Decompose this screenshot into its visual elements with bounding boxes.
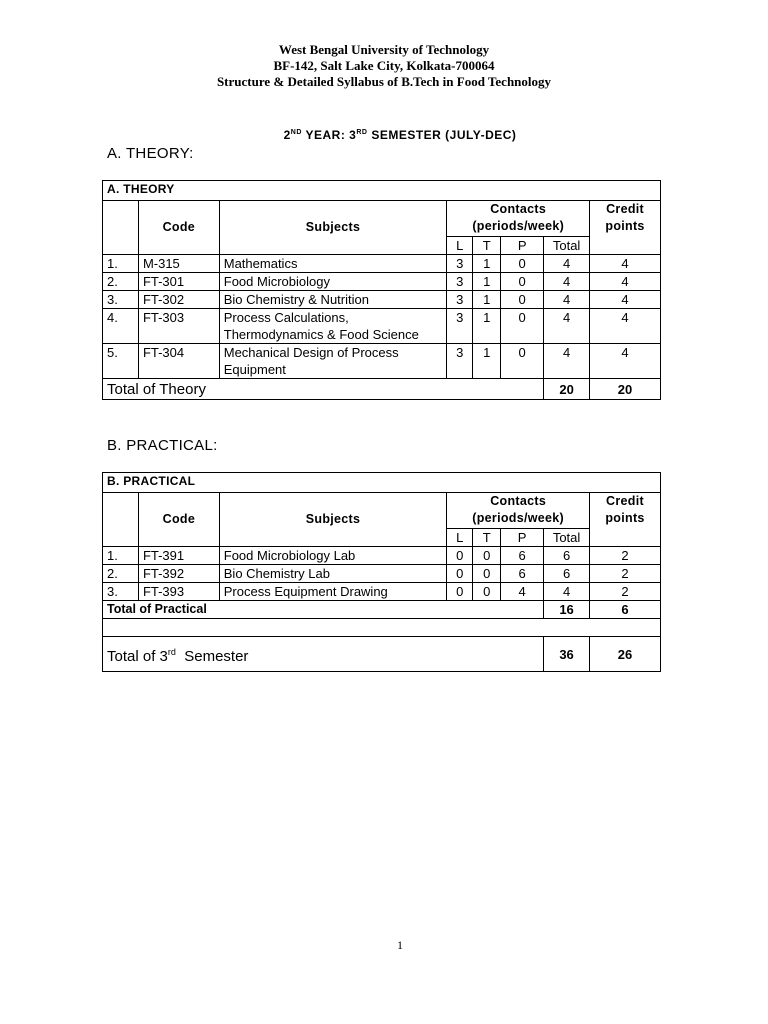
credit-cell: 2 (590, 565, 661, 583)
subject-cell: Food Microbiology (219, 273, 447, 291)
serial-cell: 3. (103, 583, 139, 601)
t-cell: 1 (473, 255, 501, 273)
theory-table (102, 180, 661, 400)
p-cell: 0 (501, 309, 544, 344)
credit-label: Credit (606, 494, 644, 508)
theory-heading: A. THEORY: (107, 145, 194, 162)
points-label: points (605, 219, 645, 233)
contacts-unit: (periods/week) (472, 219, 565, 233)
document-header (0, 42, 768, 90)
contacts-unit: (periods/week) (472, 511, 564, 525)
semester-total-suffix: rd (167, 646, 176, 657)
university-name: West Bengal University of Technology (278, 42, 490, 57)
code-cell: M-315 (138, 255, 219, 273)
p-cell: 0 (501, 291, 544, 309)
semester-title (0, 128, 768, 142)
p-cell: 0 (501, 273, 544, 291)
l-header: L (447, 529, 473, 547)
l-cell: 3 (447, 344, 473, 379)
semester-total-credit: 26 (590, 637, 661, 672)
t-cell: 0 (473, 547, 501, 565)
subject-cell: Mathematics (219, 255, 447, 273)
serial-cell: 1. (103, 547, 139, 565)
year-suffix: ND (290, 129, 302, 136)
practical-total-row (103, 601, 661, 619)
serial-cell: 4. (103, 309, 139, 344)
theory-total-row (103, 379, 661, 400)
syllabus-title: Structure & Detailed Syllabus of B.Tech in Food Technology (216, 74, 552, 89)
sl-header (103, 201, 139, 255)
credit-cell: 4 (590, 309, 661, 344)
credit-cell: 4 (590, 255, 661, 273)
table-row (103, 547, 661, 565)
l-header: L (447, 237, 473, 255)
code-cell: FT-392 (138, 565, 219, 583)
table-row (103, 309, 661, 344)
sl-header (103, 493, 139, 547)
credit-cell: 2 (590, 583, 661, 601)
semester-total-prefix: Total of 3 (107, 647, 168, 665)
credit-header (590, 201, 661, 255)
p-cell: 6 (501, 565, 544, 583)
subject-cell: Process Equipment Drawing (219, 583, 446, 601)
credit-label: Credit (606, 202, 644, 216)
contacts-label: Contacts (490, 494, 547, 508)
table-row (103, 344, 661, 379)
semester-total-word: Semester (175, 647, 249, 665)
t-header: T (473, 529, 501, 547)
total-cell: 4 (544, 344, 590, 379)
subject-cell: Mechanical Design of Process Equipment (219, 344, 447, 379)
theory-total-credit: 20 (590, 379, 661, 400)
practical-heading: B. PRACTICAL: (107, 437, 218, 454)
code-header: Code (138, 493, 219, 547)
l-cell: 3 (447, 291, 473, 309)
code-cell: FT-303 (138, 309, 219, 344)
code-cell: FT-391 (138, 547, 219, 565)
p-cell: 0 (501, 255, 544, 273)
serial-cell: 2. (103, 273, 139, 291)
contacts-header (447, 201, 590, 237)
p-cell: 4 (501, 583, 544, 601)
contacts-header (447, 493, 590, 529)
practical-total-label: Total of Practical (103, 601, 544, 619)
total-header: Total (544, 529, 590, 547)
credit-cell: 4 (590, 273, 661, 291)
total-cell: 4 (544, 309, 590, 344)
table-row (103, 583, 661, 601)
serial-cell: 1. (103, 255, 139, 273)
serial-cell: 2. (103, 565, 139, 583)
semester-total-label (103, 637, 544, 672)
serial-cell: 5. (103, 344, 139, 379)
spacer-row (103, 619, 661, 637)
code-cell: FT-301 (138, 273, 219, 291)
total-cell: 4 (544, 583, 590, 601)
theory-total-label: Total of Theory (103, 379, 544, 400)
table-row (103, 291, 661, 309)
contacts-label: Contacts (490, 202, 547, 216)
university-address: BF-142, Salt Lake City, Kolkata-700064 (273, 58, 495, 73)
credit-cell: 4 (590, 291, 661, 309)
theory-total-contacts: 20 (544, 379, 590, 400)
l-cell: 3 (447, 255, 473, 273)
practical-table (102, 472, 661, 672)
semester-suffix: RD (356, 129, 368, 136)
l-cell: 0 (447, 583, 473, 601)
total-cell: 4 (544, 273, 590, 291)
p-header: P (501, 529, 544, 547)
t-header: T (473, 237, 501, 255)
total-cell: 4 (544, 291, 590, 309)
t-cell: 1 (473, 309, 501, 344)
t-cell: 0 (473, 583, 501, 601)
total-cell: 6 (544, 547, 590, 565)
practical-total-contacts: 16 (544, 601, 590, 619)
t-cell: 0 (473, 565, 501, 583)
t-cell: 1 (473, 344, 501, 379)
semester-label: SEMESTER (JULY-DEC) (367, 128, 517, 142)
p-cell: 0 (501, 344, 544, 379)
subjects-header: Subjects (219, 493, 446, 547)
t-cell: 1 (473, 291, 501, 309)
subject-cell: Bio Chemistry Lab (219, 565, 446, 583)
practical-total-credit: 6 (590, 601, 661, 619)
table-row (103, 273, 661, 291)
l-cell: 3 (447, 309, 473, 344)
subject-cell: Bio Chemistry & Nutrition (219, 291, 447, 309)
l-cell: 0 (447, 547, 473, 565)
credit-cell: 2 (590, 547, 661, 565)
code-cell: FT-302 (138, 291, 219, 309)
credit-header (590, 493, 661, 547)
semester-total-row (103, 637, 661, 672)
spacer-cell (103, 619, 661, 637)
code-cell: FT-304 (138, 344, 219, 379)
subject-cell: Food Microbiology Lab (219, 547, 446, 565)
l-cell: 3 (447, 273, 473, 291)
page-number: 1 (397, 938, 403, 952)
total-header: Total (544, 237, 590, 255)
p-cell: 6 (501, 547, 544, 565)
code-header: Code (138, 201, 219, 255)
table-row (103, 565, 661, 583)
table-row (103, 255, 661, 273)
l-cell: 0 (447, 565, 473, 583)
p-header: P (501, 237, 544, 255)
serial-cell: 3. (103, 291, 139, 309)
t-cell: 1 (473, 273, 501, 291)
practical-table-caption: B. PRACTICAL (103, 473, 661, 493)
year-number: 2 (283, 128, 291, 142)
total-cell: 6 (544, 565, 590, 583)
subject-cell: Process Calculations, Thermodynamics & Food Science (219, 309, 447, 344)
total-cell: 4 (544, 255, 590, 273)
semester-year-label: YEAR: 3 (301, 128, 357, 142)
subjects-header: Subjects (219, 201, 447, 255)
code-cell: FT-393 (138, 583, 219, 601)
theory-table-caption: A. THEORY (103, 181, 661, 201)
credit-cell: 4 (590, 344, 661, 379)
semester-total-contacts: 36 (544, 637, 590, 672)
points-label: points (605, 511, 645, 525)
